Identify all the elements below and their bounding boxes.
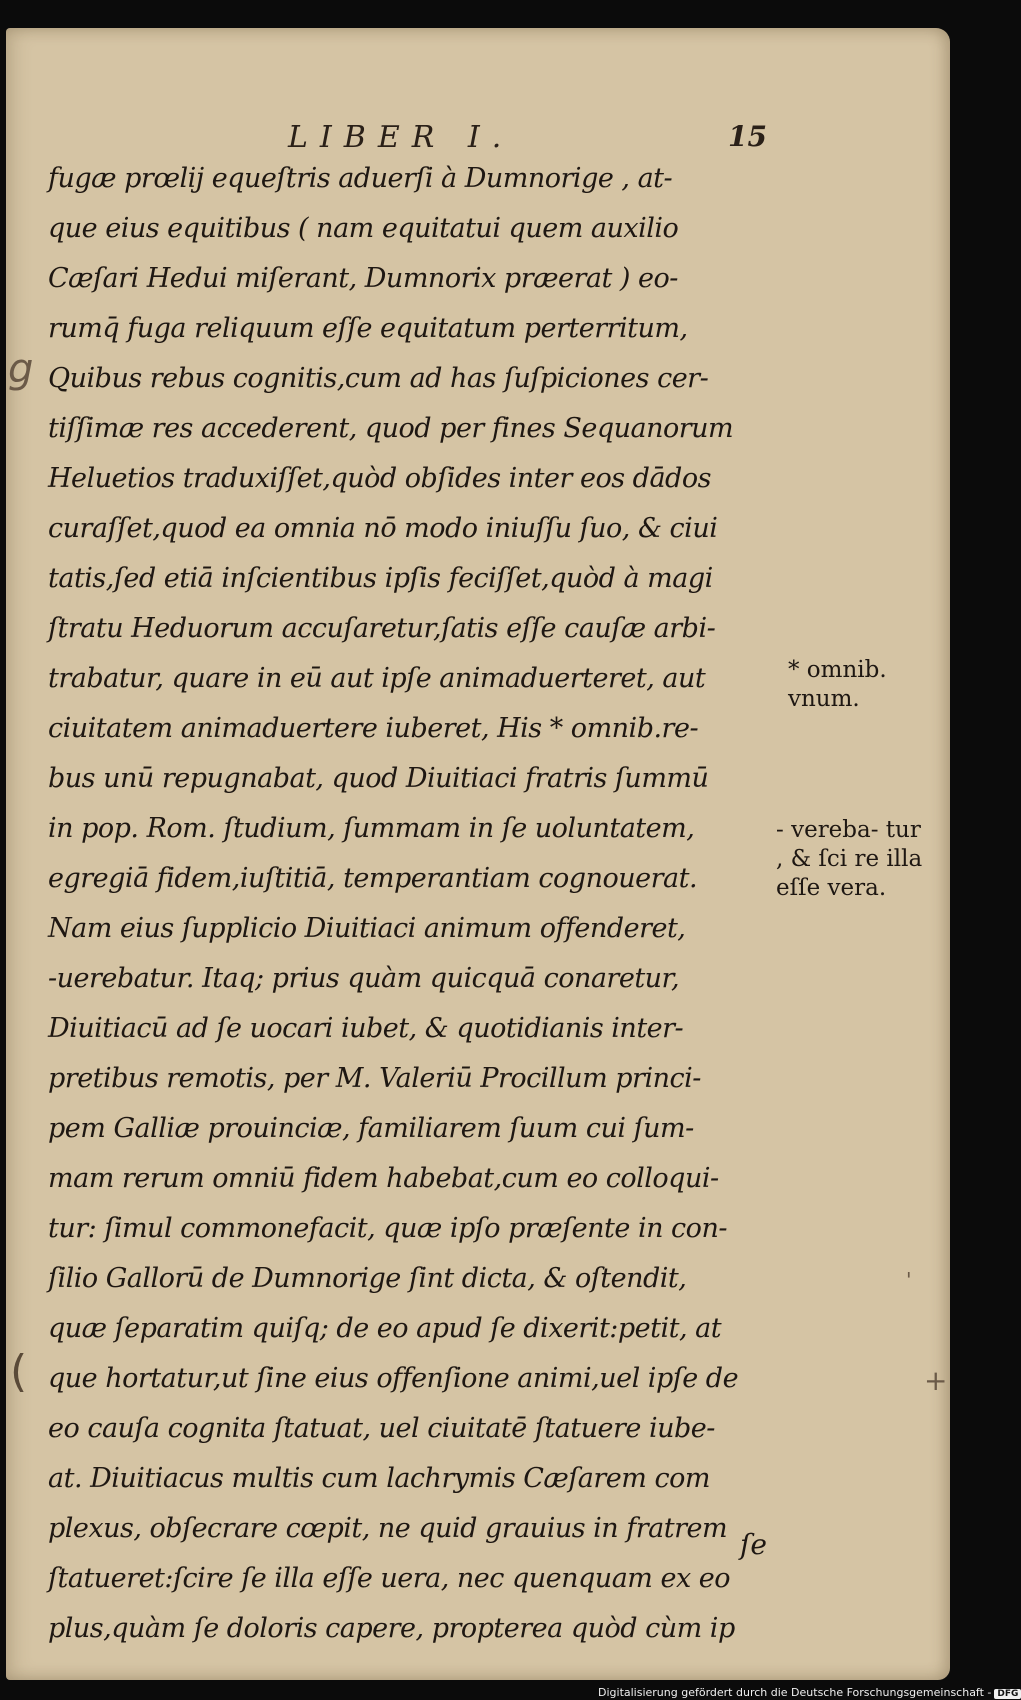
- margin-note: * omnib. vnum.: [788, 657, 887, 712]
- catchword: ſe: [740, 1528, 767, 1561]
- handwritten-mark: g: [8, 346, 34, 392]
- page-number: 15: [728, 120, 767, 153]
- handwritten-mark: ': [906, 1268, 912, 1292]
- text-line: rumq̄ fuga reliquum eſſe equitatum perterritum,: [48, 313, 688, 344]
- handwritten-mark: +: [924, 1364, 948, 1397]
- text-line: in pop. Rom. ſtudium, ſummam in ſe uoluntatem,: [48, 813, 695, 844]
- credit-text: Digitalisierung gefördert durch die Deutsche Forschungsgemeinschaft -: [598, 1686, 992, 1699]
- dfg-logo: DFG: [994, 1689, 1021, 1699]
- text-line: pretibus remotis, per M. Valeriū Procillum princi-: [48, 1063, 701, 1094]
- text-line: Heluetios traduxiſſet,quòd obſides inter eos dādos: [48, 463, 711, 494]
- text-line: plus,quàm ſe doloris capere, propterea quòd cùm ip: [48, 1613, 735, 1644]
- running-head: LIBER I.: [288, 120, 514, 155]
- handwritten-mark: (: [10, 1346, 28, 1397]
- text-line: ſilio Gallorū de Dumnorige ſint dicta, & oſtendit,: [48, 1263, 687, 1294]
- text-line: trabatur, quare in eū aut ipſe animaduerteret, aut: [48, 663, 706, 694]
- margin-note: - vereba- tur , & ſci re illa eſſe vera.: [776, 817, 923, 901]
- text-line: -uerebatur. Itaq; prius quàm quicquā conaretur,: [48, 963, 680, 994]
- text-line: Cæſari Hedui miſerant, Dumnorix præerat ) eo-: [48, 263, 678, 294]
- text-line: ſtratu Heduorum accuſaretur,ſatis eſſe cauſæ arbi-: [48, 613, 716, 644]
- text-line: ciuitatem animaduertere iuberet, His * omnib.re-: [48, 713, 699, 744]
- text-line: fugæ prœlij equeſtris aduerſi à Dumnorige , at-: [48, 163, 673, 194]
- text-line: Quibus rebus cognitis,cum ad has ſuſpiciones cer-: [48, 363, 709, 394]
- page-header: [6, 84, 950, 155]
- text-line: curaſſet,quod ea omnia nō modo iniuſſu ſuo, & ciui: [48, 513, 718, 544]
- text-line: que hortatur,ut ſine eius offenſione animi,uel ipſe de: [48, 1363, 739, 1394]
- text-line: pem Galliæ prouinciæ, familiarem ſuum cui ſum-: [48, 1113, 694, 1144]
- text-line: tiſſimæ res accederent, quod per fines Sequanorum: [48, 413, 734, 444]
- book-page: [6, 28, 950, 1680]
- text-line: tur: ſimul commonefacit, quæ ipſo præſente in con-: [48, 1213, 727, 1244]
- text-line: eo cauſa cognita ſtatuat, uel ciuitatē ſtatuere iube-: [48, 1413, 715, 1444]
- text-line: mam rerum omniū fidem habebat,cum eo colloqui-: [48, 1163, 719, 1194]
- text-line: ſtatueret:ſcire ſe illa eſſe uera, nec quenquam ex eo: [48, 1563, 730, 1594]
- text-line: at. Diuitiacus multis cum lachrymis Cæſarem com: [48, 1463, 710, 1494]
- text-line: plexus, obſecrare cœpit, ne quid grauius in fratrem: [48, 1513, 728, 1544]
- text-line: que eius equitibus ( nam equitatui quem auxilio: [48, 213, 679, 244]
- text-line: bus unū repugnabat, quod Diuitiaci fratris ſummū: [48, 763, 709, 794]
- text-line: quæ ſeparatim quiſq; de eo apud ſe dixerit:petit, at: [48, 1313, 722, 1344]
- text-line: tatis,ſed etiā inſcientibus ipſis feciſſet,quòd à magi: [48, 563, 713, 594]
- digitization-credit: [598, 1686, 1021, 1699]
- text-line: Diuitiacū ad ſe uocari iubet, & quotidianis inter-: [48, 1013, 684, 1044]
- text-line: egregiā fidem,iuſtitiā, temperantiam cognouerat.: [48, 863, 698, 894]
- text-line: Nam eius ſupplicio Diuitiaci animum offenderet,: [48, 913, 686, 944]
- body-text: [48, 154, 768, 1654]
